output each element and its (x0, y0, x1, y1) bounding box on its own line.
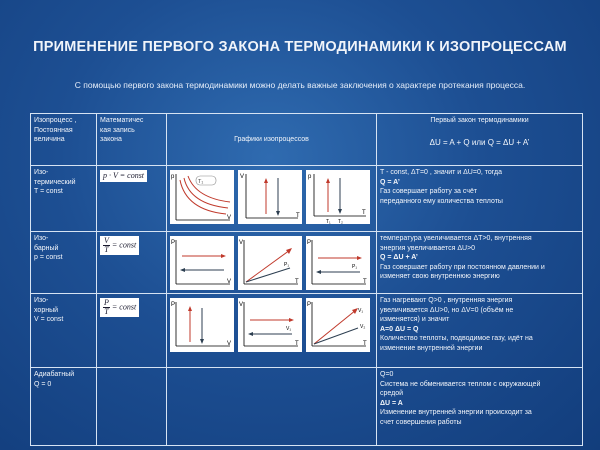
process-name: Изо- термический T = const (31, 166, 97, 232)
svg-text:P: P (171, 302, 176, 308)
svg-text:T₁: T₁ (326, 219, 331, 224)
header-process: Изопроцесс , Постоянная величина (31, 114, 97, 166)
svg-text:V₁: V₁ (286, 326, 292, 332)
pv-isobar-graph (170, 236, 234, 290)
header-graphs: Графики изопроцессов (167, 114, 377, 166)
math-formula (97, 232, 167, 294)
vt-isochore-graph (238, 298, 302, 352)
svg-text:T: T (362, 210, 366, 216)
pv-isotherm-graph (170, 170, 234, 224)
pt-isotherm-graph (306, 170, 370, 224)
page-title: ПРИМЕНЕНИЕ ПЕРВОГО ЗАКОНА ТЕРМОДИНАМИКИ К ИЗОПРОЦЕССАМ (33, 39, 567, 55)
svg-text:p: p (308, 174, 312, 180)
math-formula (97, 166, 167, 232)
isoprocess-table (30, 113, 583, 446)
law-description: T - const, ΔT=0 , значит и ΔU=0, тогда Q = A’ Газ совершает работу за счёт переданного ему количества теплоты (377, 166, 583, 232)
svg-text:T: T (296, 213, 300, 219)
math-formula (97, 294, 167, 368)
math-formula-empty (97, 368, 167, 446)
header-math: Математичес кая запись закона (97, 114, 167, 166)
table-row-isothermal (31, 166, 583, 232)
graphs-cell-empty (167, 368, 377, 446)
pt-isochore-graph (306, 298, 370, 352)
svg-text:V: V (239, 302, 244, 308)
pv-isochore-graph (170, 298, 234, 352)
svg-text:P: P (171, 240, 176, 246)
svg-text:P₁: P₁ (352, 264, 358, 270)
first-law-formula: ΔU = A + Q или Q = ΔU + A’ (429, 137, 530, 147)
svg-text:V: V (240, 174, 245, 180)
svg-text:V: V (227, 215, 232, 221)
graphs-cell (167, 294, 377, 368)
table-row-adiabatic (31, 368, 583, 446)
table-header-row (31, 114, 583, 166)
svg-text:p: p (171, 174, 175, 180)
svg-text:P: P (307, 240, 312, 246)
graphs-cell (167, 232, 377, 294)
table-row-isobaric (31, 232, 583, 294)
vt-isobar-graph (238, 236, 302, 290)
law-description: Q=0 Система не обменивается теплом с окружающей средой ΔU = A Изменение внутренней энергии происходит за счет совершения работы (377, 368, 583, 446)
isochoric-formula: $\frac{P}{T}$ = const (100, 298, 139, 317)
svg-text:T₁: T₁ (198, 179, 204, 185)
svg-text:P₁: P₁ (284, 262, 290, 268)
isobaric-formula: $\frac{V}{T}$ = const (100, 236, 139, 255)
law-description: температура увеличивается ΔT>0, внутренняя энергия увеличивается ΔU>0 Q = ΔU + A’ Газ совершает работу при постоянном давлении и изменяет свою внутреннюю энергию (377, 232, 583, 294)
svg-text:V₂: V₂ (360, 324, 366, 330)
svg-text:T: T (295, 341, 299, 347)
svg-text:T: T (363, 279, 367, 285)
vt-isotherm-graph (238, 170, 302, 224)
graphs-cell (167, 166, 377, 232)
svg-text:V: V (227, 279, 232, 285)
svg-text:V₁: V₁ (358, 308, 364, 314)
process-name: Изо- хорный V = const (31, 294, 97, 368)
process-name: Адиабатный Q = 0 (31, 368, 97, 446)
header-law: Первый закон термодинамики ΔU = A + Q или Q = ΔU + A’ (377, 114, 583, 166)
table-row-isochoric (31, 294, 583, 368)
process-name: Изо- барный p = const (31, 232, 97, 294)
svg-text:P: P (307, 302, 312, 308)
svg-text:T: T (295, 279, 299, 285)
svg-text:V: V (239, 240, 244, 246)
svg-text:V: V (227, 341, 232, 347)
law-description: Газ нагревают Q>0 , внутренняя энергия увеличивается ΔU>0, но ΔV=0 (объём не изменяется) и значит A=0 ΔU = Q Количество теплоты, подводимое газу, идёт на изменение внутренней энергии (377, 294, 583, 368)
pt-isobar-graph (306, 236, 370, 290)
isothermal-formula: p · V = const (100, 170, 147, 182)
svg-text:T₂: T₂ (338, 219, 343, 224)
page-subtitle: С помощью первого закона термодинамики можно делать важные заключения о характере протекания процесса. (74, 80, 526, 90)
svg-text:T: T (363, 341, 367, 347)
